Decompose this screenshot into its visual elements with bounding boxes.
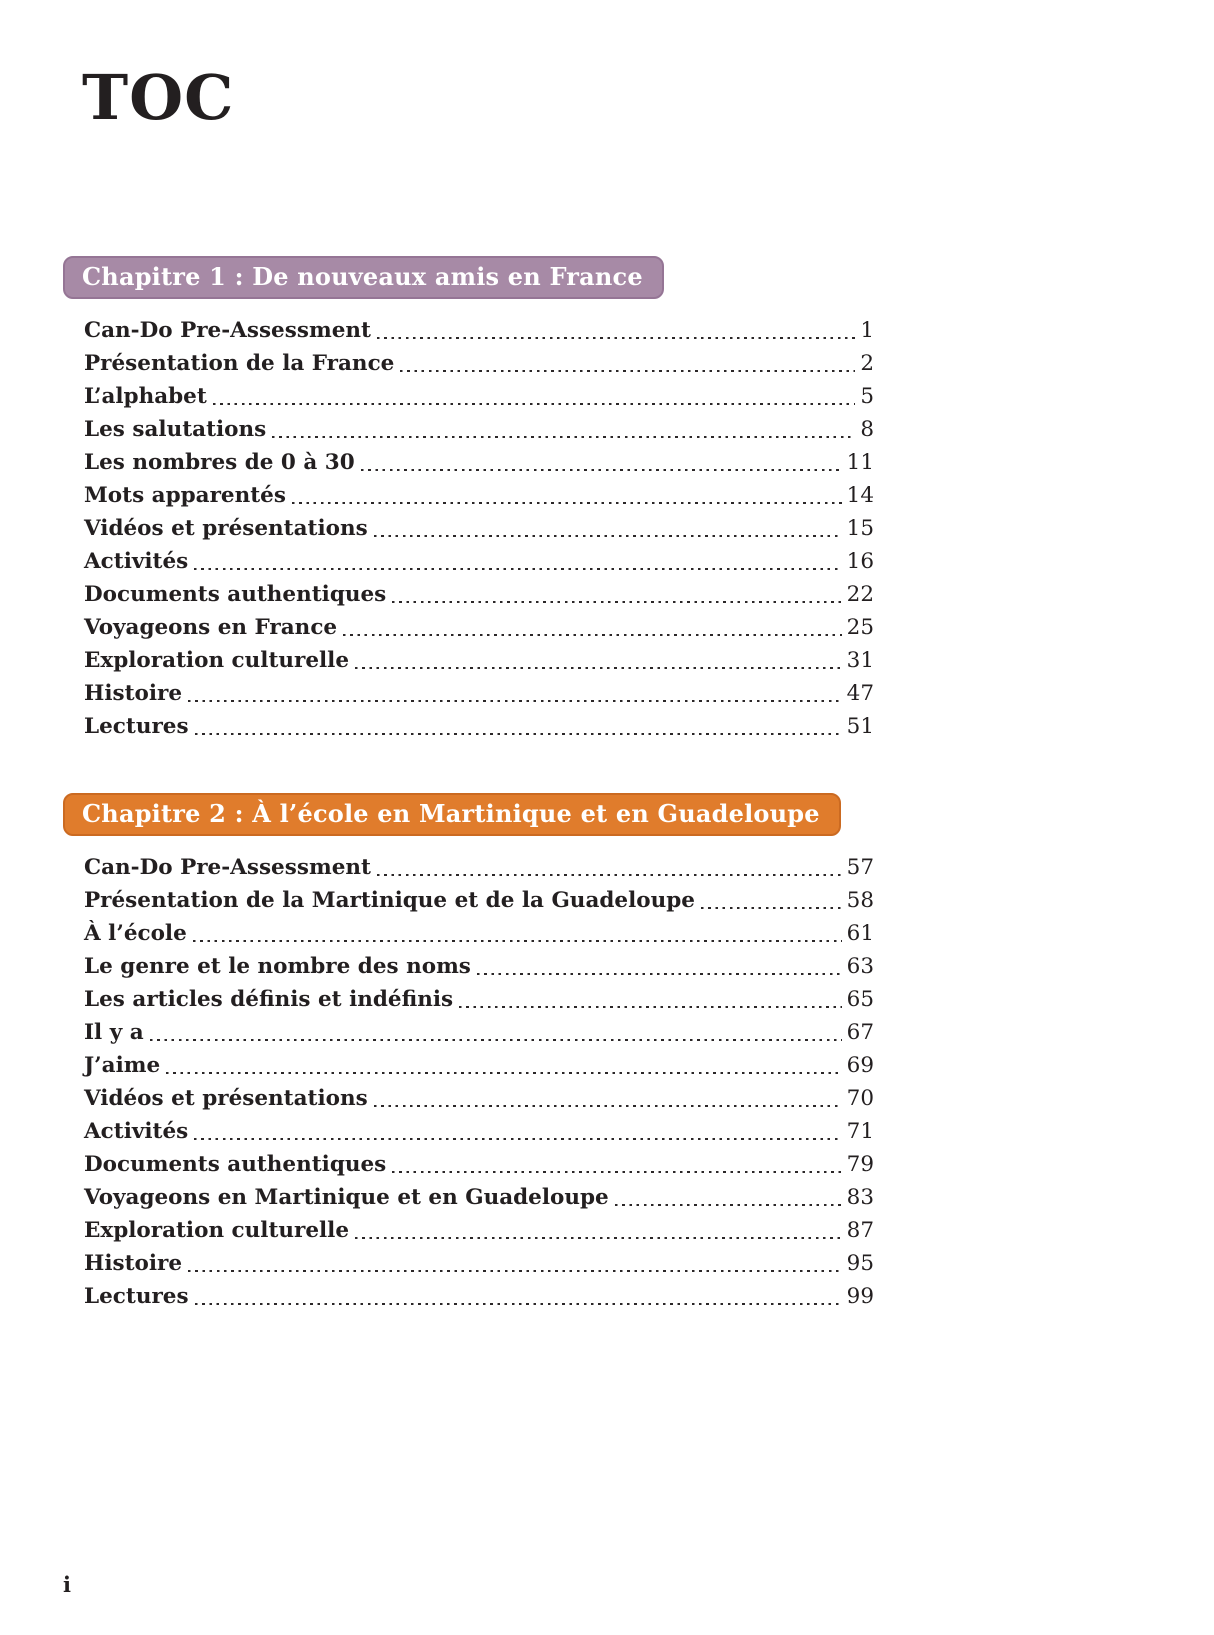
dot-leader bbox=[615, 1204, 842, 1207]
toc-entry-title: Activités bbox=[84, 549, 189, 575]
toc-entry-page-number: 1 bbox=[860, 318, 874, 344]
toc-entry-row bbox=[84, 917, 874, 950]
toc-entry-row bbox=[84, 644, 874, 677]
toc-entry-title: Histoire bbox=[84, 1251, 183, 1277]
chapter-banner-label: Chapitre 1 : De nouveaux amis en France bbox=[82, 262, 643, 292]
dot-leader bbox=[377, 337, 855, 340]
dot-leader bbox=[166, 1072, 841, 1075]
dot-leader bbox=[195, 733, 842, 736]
toc-entry-title: L’alphabet bbox=[84, 384, 207, 410]
toc-entry-row bbox=[84, 1247, 874, 1280]
toc-entry-title: Il y a bbox=[84, 1020, 144, 1046]
toc-entry-title: Exploration culturelle bbox=[84, 1218, 350, 1244]
toc-entry-page-number: 65 bbox=[846, 987, 874, 1013]
toc-entry-page-number: 15 bbox=[846, 516, 874, 542]
toc-entry-title: Présentation de la France bbox=[84, 351, 395, 377]
toc-entry-title: Présentation de la Martinique et de la Guadeloupe bbox=[84, 888, 695, 914]
toc-entry-row bbox=[84, 413, 874, 446]
dot-leader bbox=[400, 370, 855, 373]
dot-leader bbox=[477, 973, 842, 976]
toc-entry-page-number: 71 bbox=[846, 1119, 874, 1145]
toc-entry-page-number: 99 bbox=[846, 1284, 874, 1310]
toc-entry-row bbox=[84, 1214, 874, 1247]
dot-leader bbox=[213, 403, 856, 406]
toc-entry-title: Voyageons en France bbox=[84, 615, 338, 641]
toc-entry-row bbox=[84, 578, 874, 611]
dot-leader bbox=[701, 907, 842, 910]
toc-entry-title: Le genre et le nombre des noms bbox=[84, 954, 471, 980]
toc-entry-page-number: 61 bbox=[846, 921, 874, 947]
toc-entry-title: Can-Do Pre-Assessment bbox=[84, 318, 371, 344]
toc-entry-page-number: 83 bbox=[846, 1185, 874, 1211]
toc-entry-row bbox=[84, 950, 874, 983]
dot-leader bbox=[272, 436, 855, 439]
toc-entry-title: Les nombres de 0 à 30 bbox=[84, 450, 355, 476]
dot-leader bbox=[374, 1105, 842, 1108]
dot-leader bbox=[459, 1006, 841, 1009]
toc-entry-title: Histoire bbox=[84, 681, 183, 707]
toc-entry-title: Documents authentiques bbox=[84, 582, 387, 608]
toc-entry-row bbox=[84, 446, 874, 479]
toc-entry-row bbox=[84, 884, 874, 917]
toc-entry-row bbox=[84, 1082, 874, 1115]
chapter-section bbox=[63, 256, 874, 743]
toc-entry-page-number: 70 bbox=[846, 1086, 874, 1112]
toc-entry-page-number: 22 bbox=[846, 582, 874, 608]
toc-entry-page-number: 57 bbox=[846, 855, 874, 881]
page-number-footer: i bbox=[63, 1572, 71, 1597]
toc-entry-row bbox=[84, 380, 874, 413]
toc-entry-title: Les salutations bbox=[84, 417, 267, 443]
toc-entry-title: Exploration culturelle bbox=[84, 648, 350, 674]
chapter-entries-list bbox=[63, 851, 874, 1313]
toc-entry-title: Documents authentiques bbox=[84, 1152, 387, 1178]
toc-entry-row bbox=[84, 1280, 874, 1313]
dot-leader bbox=[188, 1270, 842, 1273]
dot-leader bbox=[392, 1171, 841, 1174]
dot-leader bbox=[195, 1303, 842, 1306]
toc-entry-title: Mots apparentés bbox=[84, 483, 286, 509]
toc-entry-title: Can-Do Pre-Assessment bbox=[84, 855, 371, 881]
toc-entry-title: Lectures bbox=[84, 714, 189, 740]
dot-leader bbox=[361, 469, 842, 472]
dot-leader bbox=[194, 1138, 841, 1141]
dot-leader bbox=[150, 1039, 842, 1042]
toc-entry-page-number: 25 bbox=[846, 615, 874, 641]
page-title: TOC bbox=[82, 61, 235, 134]
dot-leader bbox=[374, 535, 842, 538]
toc-entry-row bbox=[84, 677, 874, 710]
toc-entry-title: Lectures bbox=[84, 1284, 189, 1310]
toc-entry-row bbox=[84, 545, 874, 578]
toc-entry-row bbox=[84, 983, 874, 1016]
toc-entry-row bbox=[84, 851, 874, 884]
toc-entry-page-number: 95 bbox=[846, 1251, 874, 1277]
chapter-banner-label: Chapitre 2 : À l’école en Martinique et en Guadeloupe bbox=[82, 799, 820, 829]
toc-entry-row bbox=[84, 1049, 874, 1082]
toc-entry-title: Les articles définis et indéfinis bbox=[84, 987, 454, 1013]
dot-leader bbox=[292, 502, 842, 505]
toc-entry-row bbox=[84, 1016, 874, 1049]
toc-entry-row bbox=[84, 1115, 874, 1148]
toc-entry-page-number: 47 bbox=[846, 681, 874, 707]
toc-entry-page-number: 16 bbox=[846, 549, 874, 575]
toc-entry-page-number: 14 bbox=[846, 483, 874, 509]
dot-leader bbox=[392, 601, 841, 604]
toc-entry-page-number: 63 bbox=[846, 954, 874, 980]
chapter-entries-list bbox=[63, 314, 874, 743]
toc-entry-page-number: 11 bbox=[846, 450, 874, 476]
dot-leader bbox=[343, 634, 842, 637]
toc-entry-page-number: 31 bbox=[846, 648, 874, 674]
chapter-section bbox=[63, 793, 874, 1313]
dot-leader bbox=[188, 700, 842, 703]
dot-leader bbox=[194, 568, 841, 571]
toc-entry-title: Vidéos et présentations bbox=[84, 1086, 368, 1112]
toc-entry-title: Activités bbox=[84, 1119, 189, 1145]
toc-entry-row bbox=[84, 347, 874, 380]
toc-entry-title: Voyageons en Martinique et en Guadeloupe bbox=[84, 1185, 609, 1211]
toc-entry-page-number: 2 bbox=[860, 351, 874, 377]
toc-entry-page-number: 8 bbox=[860, 417, 874, 443]
chapter-banner bbox=[63, 256, 664, 299]
toc-entry-page-number: 58 bbox=[846, 888, 874, 914]
toc-entry-row bbox=[84, 1181, 874, 1214]
toc-entry-title: À l’école bbox=[84, 921, 187, 947]
toc-entry-page-number: 5 bbox=[860, 384, 874, 410]
toc-entry-title: J’aime bbox=[84, 1053, 161, 1079]
dot-leader bbox=[377, 874, 842, 877]
toc-entry-page-number: 87 bbox=[846, 1218, 874, 1244]
toc-entry-row bbox=[84, 479, 874, 512]
toc-entry-row bbox=[84, 710, 874, 743]
toc-entry-row bbox=[84, 1148, 874, 1181]
toc-entry-page-number: 79 bbox=[846, 1152, 874, 1178]
toc-entry-title: Vidéos et présentations bbox=[84, 516, 368, 542]
toc-entry-page-number: 67 bbox=[846, 1020, 874, 1046]
dot-leader bbox=[193, 940, 842, 943]
chapters-container bbox=[0, 256, 1214, 1313]
toc-entry-row bbox=[84, 611, 874, 644]
toc-entry-row bbox=[84, 314, 874, 347]
toc-entry-row bbox=[84, 512, 874, 545]
toc-entry-page-number: 51 bbox=[846, 714, 874, 740]
toc-entry-page-number: 69 bbox=[846, 1053, 874, 1079]
dot-leader bbox=[355, 1237, 842, 1240]
chapter-banner bbox=[63, 793, 841, 836]
dot-leader bbox=[355, 667, 842, 670]
